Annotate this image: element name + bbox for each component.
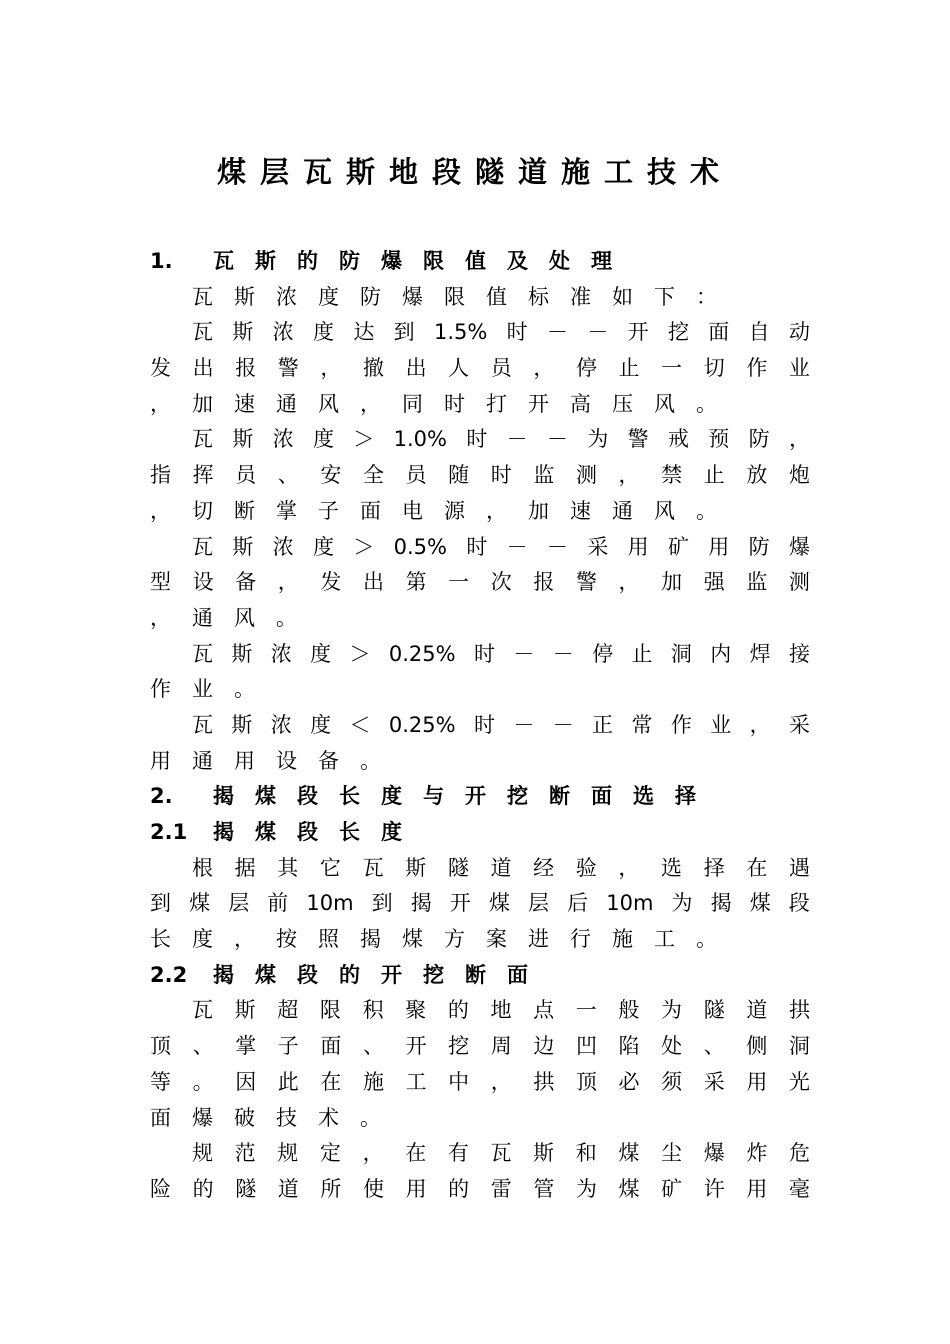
section-1-paragraph-3: 瓦 斯 浓 度 ＞ 0.5% 时 － － 采 用 矿 用 防 爆 型 设 备 ， 发 出 第 一 次 报 警 ， 加 强 监 测 ， 通 风 。 [150,534,810,630]
section-1-paragraph-4: 瓦 斯 浓 度 ＞ 0.25% 时 － － 停 止 洞 内 焊 接 作 业 。 [150,641,810,702]
section-1-intro: 瓦 斯 浓 度 防 爆 限 值 标 准 如 下 ： [192,284,717,309]
section-2-heading: 2. 揭 煤 段 长 度 与 开 挖 断 面 选 择 [150,784,696,809]
document-body [150,244,810,1208]
section-2-2-paragraph-2: 规 范 规 定 ， 在 有 瓦 斯 和 煤 尘 爆 炸 危 险 的 隧 道 所 使 用 的 雷 管 为 煤 矿 许 用 毫 [150,1141,810,1201]
section-1-paragraph-2: 瓦 斯 浓 度 ＞ 1.0% 时 － － 为 警 戒 预 防 ， 指 挥 员 、 安 全 员 随 时 监 测 ， 禁 止 放 炮 ， 切 断 掌 子 面 电 源 ， 加 速 通 风 。 [150,427,810,523]
document-title: 煤层瓦斯地段隧道施工技术 [216,155,733,189]
section-1-paragraph-1: 瓦 斯 浓 度 达 到 1.5% 时 － － 开 挖 面 自 动 发 出 报 警 ， 撤 出 人 员 ， 停 止 一 切 作 业 ， 加 速 通 风 ， 同 时 打 开 高 压 风 。 [150,320,810,416]
section-1-paragraph-5: 瓦 斯 浓 度 ＜ 0.25% 时 － － 正 常 作 业 ， 采 用 通 用 设 备 。 [150,712,810,773]
section-1-heading: 1. 瓦 斯 的 防 爆 限 值 及 处 理 [150,249,612,273]
section-2-2-paragraph-1: 瓦 斯 超 限 积 聚 的 地 点 一 般 为 隧 道 拱 顶 、 掌 子 面 、 开 挖 周 边 凹 陷 处 、 侧 洞 等 。 因 此 在 施 工 中 ， 拱 顶 必 须 采 用 光 面 爆 破 技 术 。 [150,998,810,1130]
section-2-1-heading: 2.1 揭 煤 段 长 度 [150,820,402,844]
section-2-1-paragraph-1: 根 据 其 它 瓦 斯 隧 道 经 验 ， 选 择 在 遇 到 煤 层 前 10m 到 揭 开 煤 层 后 10m 为 揭 煤 段 长 度 ， 按 照 揭 煤 方 案 进 行 施 工 。 [150,855,810,952]
section-2-2-heading: 2.2 揭 煤 段 的 开 挖 断 面 [150,962,528,987]
